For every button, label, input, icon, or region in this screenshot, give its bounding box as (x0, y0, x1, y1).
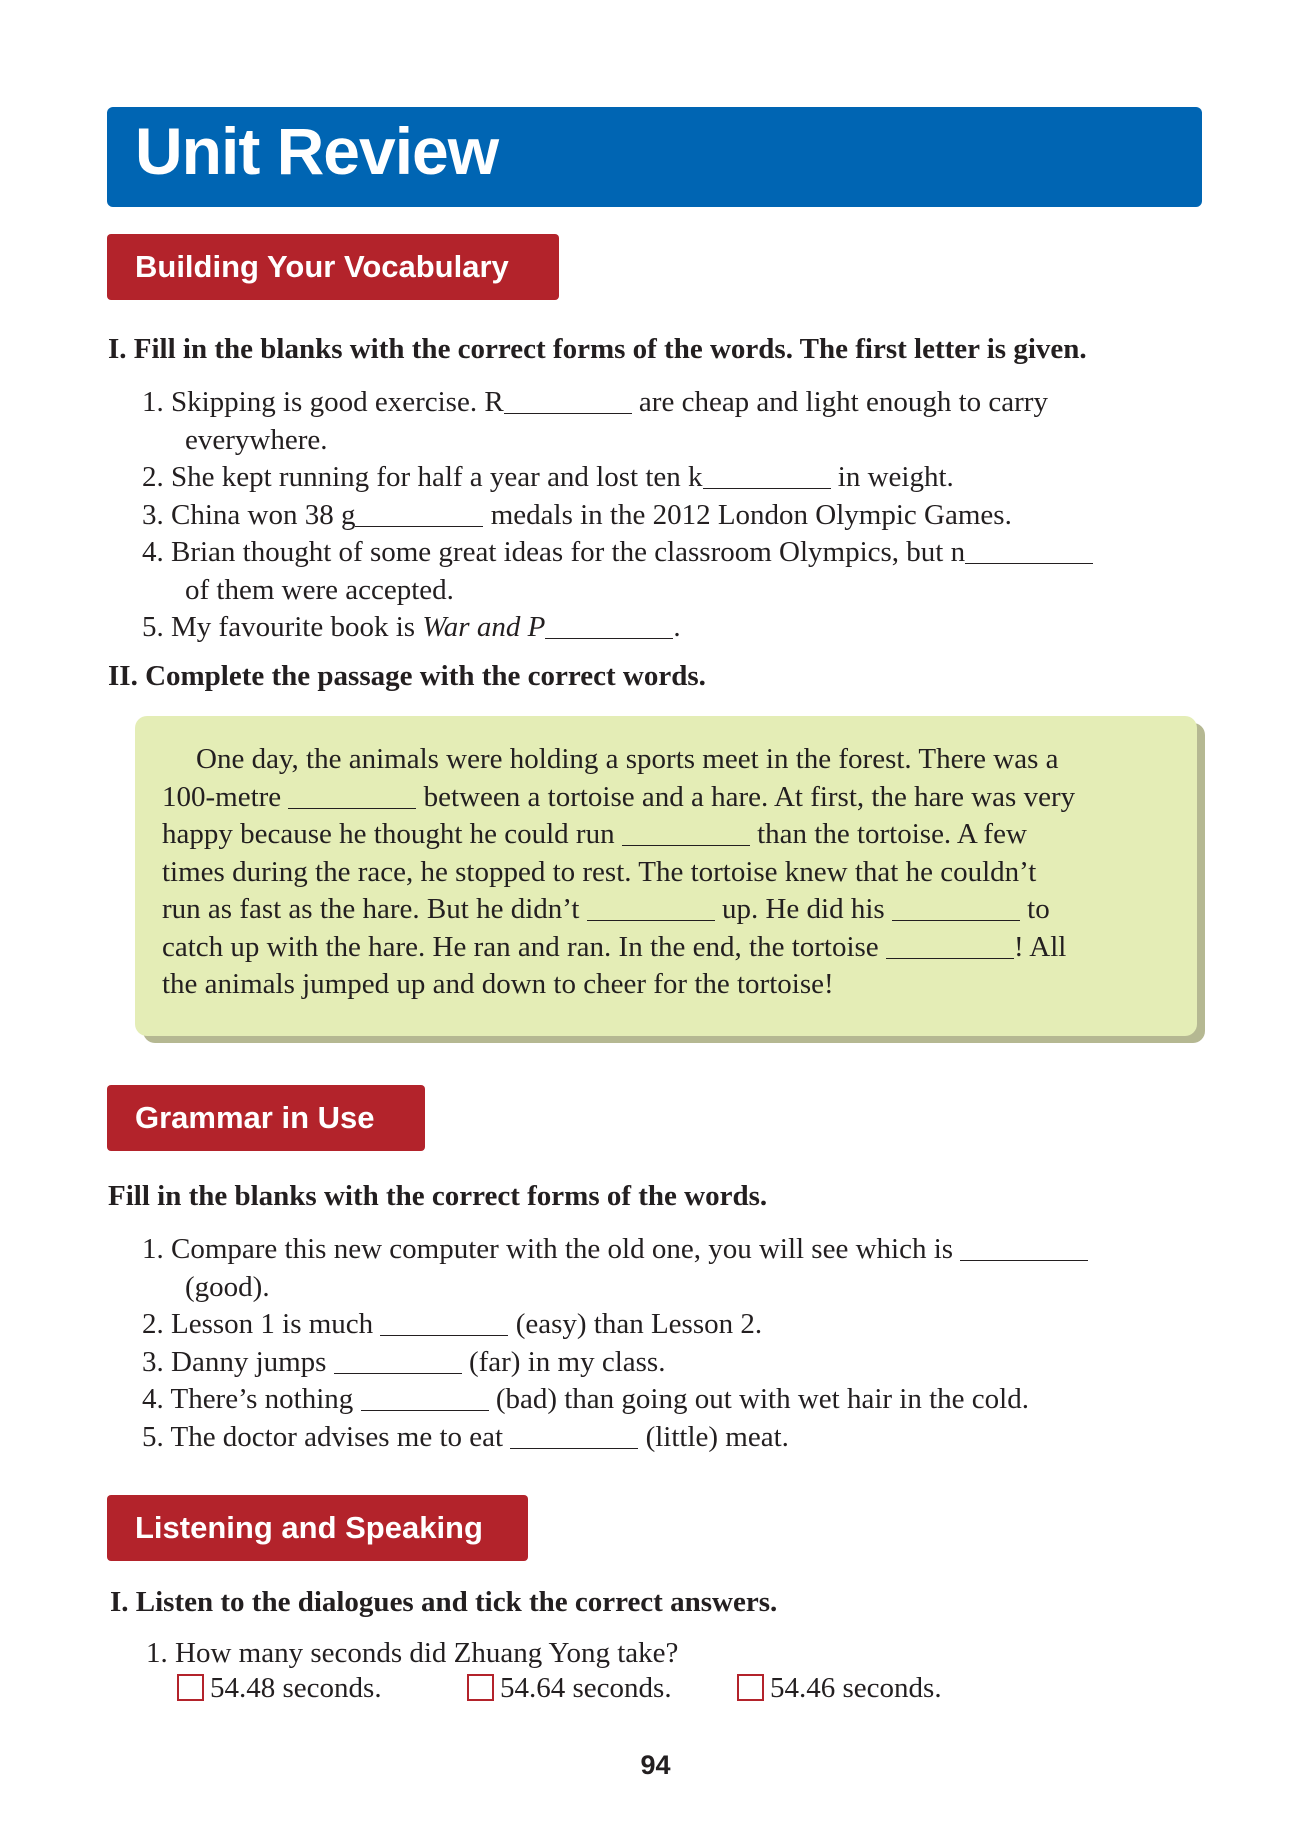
list-item: 3. China won 38 g medals in the 2012 London Olympic Games. (142, 498, 1012, 531)
checkbox-icon[interactable] (467, 1674, 494, 1701)
answer-blank[interactable] (510, 1419, 638, 1449)
answer-blank[interactable] (380, 1306, 508, 1336)
option-2[interactable]: 54.64 seconds. (467, 1672, 737, 1705)
section-tab-vocabulary: Building Your Vocabulary (107, 234, 559, 300)
unit-title-banner (107, 107, 1202, 207)
grammar-instruction: Fill in the blanks with the correct forms of the words. (108, 1180, 768, 1212)
answer-blank[interactable] (892, 891, 1020, 921)
vocabulary-part1-instruction: I. Fill in the blanks with the correct forms of the words. The first letter is given. (108, 333, 1087, 365)
answer-blank[interactable] (965, 534, 1093, 564)
list-item: 1. Compare this new computer with the old one, you will see which is (good). (142, 1231, 1088, 1306)
vocabulary-part2-instruction: II. Complete the passage with the correct words. (108, 660, 706, 692)
grammar-list (142, 1231, 1088, 1456)
list-item: 2. Lesson 1 is much (easy) than Lesson 2. (142, 1308, 763, 1340)
answer-blank[interactable] (504, 384, 632, 414)
option-1[interactable]: 54.48 seconds. (177, 1672, 467, 1705)
answer-blank[interactable] (886, 929, 1014, 959)
page-number: 94 (640, 1750, 671, 1780)
answer-blank[interactable] (960, 1231, 1088, 1261)
answer-blank[interactable] (622, 816, 750, 846)
answer-blank[interactable] (334, 1344, 462, 1374)
list-item: 4. Brian thought of some great ideas for the classroom Olympics, but n of them were accepted. (142, 534, 1093, 609)
list-item: 5. The doctor advises me to eat (little) meat. (142, 1420, 789, 1453)
listening-instruction: I. Listen to the dialogues and tick the correct answers. (110, 1586, 778, 1618)
list-item: 2. She kept running for half a year and lost ten k in weight. (142, 461, 954, 493)
list-item: 5. My favourite book is War and P . (142, 611, 681, 643)
answer-blank[interactable] (545, 609, 673, 639)
answer-blank[interactable] (587, 891, 715, 921)
list-item: 1. Skipping is good exercise. R are cheap and light enough to carry everywhere. (142, 386, 1048, 456)
answer-options (177, 1672, 942, 1705)
listening-question: 1. How many seconds did Zhuang Yong take? (146, 1637, 679, 1669)
option-3[interactable]: 54.46 seconds. (737, 1672, 942, 1705)
passage-box: One day, the animals were holding a sports meet in the forest. There was a 100-metre between a tortoise and a hare. At first, the hare was very happy because he thought he could run than the tortoise. A few times during the race, he stopped to rest. The tortoise knew that he couldn’t run as fast as the hare. But he didn’t up. He did his to catch up with the hare. He ran and ran. In the end, the tortoise ! All the animals jumped up and down to cheer for the tortoise! (135, 716, 1197, 1036)
answer-blank[interactable] (703, 459, 831, 489)
list-item: 3. Danny jumps (far) in my class. (142, 1345, 666, 1378)
section-tab-grammar: Grammar in Use (107, 1085, 425, 1151)
answer-blank[interactable] (361, 1381, 489, 1411)
section-tab-listening: Listening and Speaking (107, 1495, 528, 1561)
answer-blank[interactable] (288, 779, 416, 809)
vocabulary-part1-list (142, 384, 1093, 647)
checkbox-icon[interactable] (177, 1674, 204, 1701)
list-item: 4. There’s nothing (bad) than going out with wet hair in the cold. (142, 1383, 1029, 1415)
answer-blank[interactable] (355, 497, 483, 527)
page-title: Unit Review (135, 114, 499, 188)
checkbox-icon[interactable] (737, 1674, 764, 1701)
